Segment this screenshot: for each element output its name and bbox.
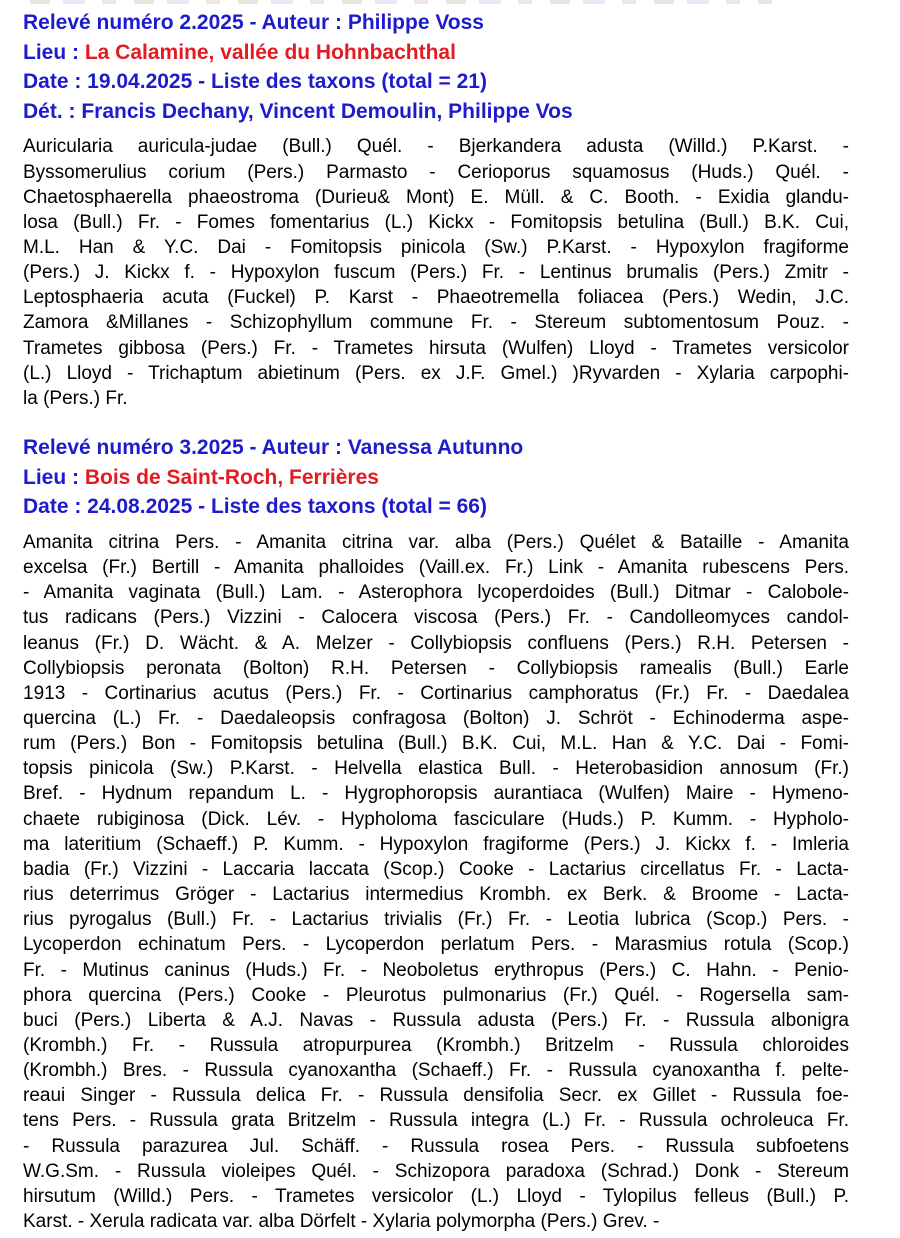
taxa-line: (Pers.) J. Kickx f. - Hypoxylon fuscum (Pers.) Fr. - Lentinus brumalis (Pers.) Zmitr - — [23, 262, 849, 284]
releve-section-2-2025 — [23, 8, 849, 411]
lieu-label: Lieu : — [23, 40, 85, 64]
date-line: Date : 24.08.2025 - Liste des taxons (total = 66) — [23, 495, 487, 519]
taxa-line: Auricularia auricula-judae (Bull.) Quél. - Bjerkandera adusta (Willd.) P.Karst. - — [23, 136, 849, 158]
lieu-value: La Calamine, vallée du Hohnbachthal — [84, 40, 456, 64]
taxa-line: (Krombh.) Bres. - Russula cyanoxantha (Schaeff.) Fr. - Russula cyanoxantha f. pelte- — [23, 1060, 849, 1082]
taxa-list — [23, 134, 849, 411]
taxa-line: ma lateritium (Schaeff.) P. Kumm. - Hypoxylon fragiforme (Pers.) J. Kickx f. - Imleria — [23, 833, 849, 855]
taxa-line: rius pyrogalus (Bull.) Fr. - Lactarius trivialis (Fr.) Fr. - Leotia lubrica (Scop.) Pers. - — [23, 909, 849, 931]
lieu-line — [23, 463, 849, 493]
taxa-line: tus radicans (Pers.) Vizzini - Calocera viscosa (Pers.) Fr. - Candolleomyces candol- — [23, 607, 849, 629]
taxa-line: Karst. - Xerula radicata var. alba Dörfelt - Xylaria polymorpha (Pers.) Grev. - — [23, 1211, 660, 1233]
taxa-line: Collybiopsis peronata (Bolton) R.H. Petersen - Collybiopsis ramealis (Bull.) Earle — [23, 657, 849, 679]
taxa-line: Zamora &Millanes - Schizophyllum commune Fr. - Stereum subtomentosum Pouz. - — [23, 312, 849, 334]
taxa-list — [23, 530, 849, 1234]
taxa-line: 1913 - Cortinarius acutus (Pers.) Fr. - Cortinarius camphoratus (Fr.) Fr. - Daedalea — [23, 682, 849, 704]
taxa-line: W.G.Sm. - Russula violeipes Quél. - Schizopora paradoxa (Schrad.) Donk - Stereum — [23, 1160, 849, 1182]
taxa-line: Fr. - Mutinus caninus (Huds.) Fr. - Neoboletus erythropus (Pers.) C. Hahn. - Penio- — [23, 959, 849, 981]
taxa-line: phora quercina (Pers.) Cooke - Pleurotus pulmonarius (Fr.) Quél. - Rogersella sam- — [23, 984, 849, 1006]
taxa-line: la (Pers.) Fr. — [23, 387, 128, 409]
taxa-line: chaete rubiginosa (Dick. Lév. - Hypholoma fasciculare (Huds.) P. Kumm. - Hypholo- — [23, 808, 849, 830]
taxa-line: excelsa (Fr.) Bertill - Amanita phalloides (Vaill.ex. Fr.) Link - Amanita rubescens Pers. — [23, 557, 849, 579]
taxa-line: rum (Pers.) Bon - Fomitopsis betulina (Bull.) B.K. Cui, M.L. Han & Y.C. Dai - Fomi- — [23, 733, 849, 755]
taxa-line: topsis pinicola (Sw.) P.Karst. - Helvella elastica Bull. - Heterobasidion annosum (Fr.) — [23, 758, 849, 780]
taxa-line: losa (Bull.) Fr. - Fomes fomentarius (L.) Kickx - Fomitopsis betulina (Bull.) B.K. Cui, — [23, 211, 849, 233]
lieu-line — [23, 38, 849, 68]
taxa-line: quercina (L.) Fr. - Daedaleopsis confragosa (Bolton) J. Schröt - Echinoderma aspe- — [23, 707, 849, 729]
taxa-line: Leptosphaeria acuta (Fuckel) P. Karst - Phaeotremella foliacea (Pers.) Wedin, J.C. — [23, 287, 849, 309]
lieu-value: Bois de Saint-Roch, Ferrières — [84, 465, 379, 489]
taxa-line: (Krombh.) Fr. - Russula atropurpurea (Krombh.) Britzelm - Russula chloroides — [23, 1035, 849, 1056]
date-line: Date : 19.04.2025 - Liste des taxons (total = 21) — [23, 70, 487, 94]
taxa-line: Bref. - Hydnum repandum L. - Hygrophoropsis aurantiaca (Wulfen) Maire - Hymeno- — [23, 783, 849, 805]
releve-title: Relevé numéro 3.2025 - Auteur : Vanessa Autunno — [23, 436, 524, 460]
taxa-line: M.L. Han & Y.C. Dai - Fomitopsis pinicola (Sw.) P.Karst. - Hypoxylon fragiforme — [23, 237, 849, 258]
taxa-line: hirsutum (Willd.) Pers. - Trametes versicolor (L.) Lloyd - Tylopilus felleus (Bull.) P. — [23, 1185, 849, 1207]
det-line: Dét. : Francis Dechany, Vincent Demoulin, Philippe Vos — [23, 99, 573, 123]
releve-section-3-2025 — [23, 433, 849, 1234]
taxa-line: Lycoperdon echinatum Pers. - Lycoperdon perlatum Pers. - Marasmius rotula (Scop.) — [23, 934, 849, 956]
taxa-line: badia (Fr.) Vizzini - Laccaria laccata (Scop.) Cooke - Lactarius circellatus Fr. - Lacta- — [23, 858, 849, 880]
taxa-line: Amanita citrina Pers. - Amanita citrina var. alba (Pers.) Quélet & Bataille - Amanita — [23, 531, 849, 553]
taxa-line: Trametes gibbosa (Pers.) Fr. - Trametes hirsuta (Wulfen) Lloyd - Trametes versicolor — [23, 337, 849, 359]
taxa-line: - Russula parazurea Jul. Schäff. - Russula rosea Pers. - Russula subfoetens — [23, 1135, 849, 1157]
taxa-line: Byssomerulius corium (Pers.) Parmasto - Cerioporus squamosus (Huds.) Quél. - — [23, 161, 849, 183]
taxa-line: buci (Pers.) Liberta & A.J. Navas - Russula adusta (Pers.) Fr. - Russula albonigra — [23, 1009, 849, 1031]
taxa-line: reaui Singer - Russula delica Fr. - Russula densifolia Secr. ex Gillet - Russula foe- — [23, 1085, 849, 1107]
taxa-line: - Amanita vaginata (Bull.) Lam. - Asterophora lycoperdoides (Bull.) Ditmar - Calobole- — [23, 582, 849, 604]
taxa-line: tens Pers. - Russula grata Britzelm - Russula integra (L.) Fr. - Russula ochroleuca Fr. — [23, 1110, 849, 1132]
taxa-line: leanus (Fr.) D. Wächt. & A. Melzer - Collybiopsis confluens (Pers.) R.H. Petersen - — [23, 632, 849, 654]
taxa-line: (L.) Lloyd - Trichaptum abietinum (Pers. ex J.F. Gmel.) )Ryvarden - Xylaria carpophi- — [23, 362, 849, 384]
lieu-label: Lieu : — [23, 465, 85, 489]
taxa-line: Chaetosphaerella phaeostroma (Durieu& Mont) E. Müll. & C. Booth. - Exidia glandu- — [23, 186, 849, 208]
releve-title: Relevé numéro 2.2025 - Auteur : Philippe Voss — [23, 11, 484, 34]
taxa-line: rius deterrimus Gröger - Lactarius intermedius Krombh. ex Berk. & Broome - Lacta- — [23, 884, 849, 906]
